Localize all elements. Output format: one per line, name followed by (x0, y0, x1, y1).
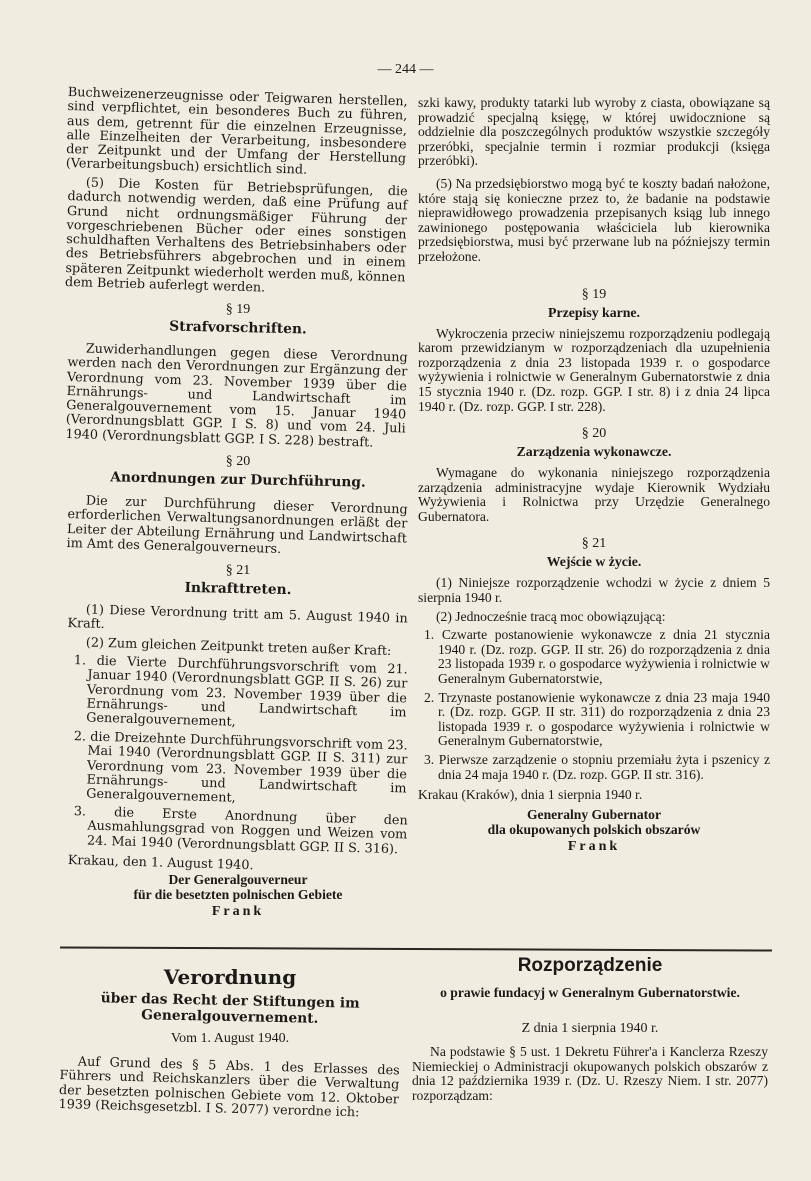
pl-signature-line-1: Generalny Gubernator (526, 806, 662, 822)
de-list-item-3: 3. die Erste Anordnung über den Ausmahlungsgrad von Roggen und Weizen vom 24. Mai 1940 (Verordnungsblatt GGP. II S. 316). (73, 804, 408, 858)
pl-heading-19: Przepisy karne. (548, 304, 640, 320)
de-section-21: § 21 (225, 563, 251, 579)
german-column-top (64, 85, 408, 920)
pl-ordinance-title: Rozporządzenie (517, 955, 663, 976)
polish-column-bottom (412, 955, 768, 1107)
de-section-19: § 19 (225, 302, 251, 318)
de-heading-20: Anordnungen zur Durchführung. (110, 469, 366, 491)
pl-heading-20: Zarządzenia wykonawcze. (516, 444, 672, 460)
pl-signature-line-2: dla okupowanych polskich obszarów (487, 821, 701, 837)
de-paragraph-21-1: (1) Diese Verordnung tritt am 5. August 1940 in Kraft. (67, 602, 408, 633)
de-paragraph-20: Die zur Durchführung dieser Verordnung erforderlichen Verwaltungsanordnungen erläßt der Leiter der Abteilung Ernährung und Landwirtschaft im Amt des Generalgouverneurs. (66, 493, 408, 558)
de-ordinance-preamble: Auf Grund des § 5 Abs. 1 des Erlasses des Führers und Reichskanzlers über die Verwaltung der besetzten polnischen Gebiete vom 12. Oktober 1939 (Reichsgesetzbl. I S. 2077) verordne ich: (58, 1054, 400, 1121)
de-signature-line-1: Der Generalgouverneur (168, 872, 308, 888)
pl-paragraph-20: Wymagane do wykonania niniejszego rozporządzenia zarządzenia administracyjne wydaje Kierownik Wydziału Wyżywienia i Rolnictwa przy Urzędzie Generalnego Gubernatora. (418, 465, 770, 524)
pl-paragraph-19: Wykroczenia przeciw niniejszemu rozporządzeniu podlegają karom przewidzianym w rozporządzeniach dla uzupełnienia rozporządzenia z dnia 23 listopada 1939 r. o gospodarce wyżywienia i rolnictwie w Generalnym Gubernatorstwie z dnia 15 stycznia 1940 r. (Dz. rozp. GGP. I str. 8) i z dnia 24 lipca 1940 r. (Dz. rozp. GGP. I str. 228). (418, 325, 770, 414)
pl-continued-paragraph: szki kawy, produkty tatarki lub wyroby z ciasta, obowiązane są prowadzić specjalną księgę, w której uwidocznione są oddzielnie dla poszczególnych produktów wszystkie szczegóły przeróbki, specjalnie termin i rozmiar produkcji (księga przeróbki). (418, 95, 770, 169)
de-list-item-1: 1. die Vierte Durchführungsvorschrift vom 21. Januar 1940 (Verordnungsblatt GGP. II S. 26) zur Verordnung vom 23. November 1939 über die Ernährungs- und Landwirtschaft im Generalgouvernement, (73, 653, 408, 731)
de-ordinance-subtitle: über das Recht der Stiftungen im Generalgouvernement. (100, 990, 360, 1027)
pl-ordinance-subtitle: o prawie fundacyj w Generalnym Gubernatorstwie. (440, 985, 740, 1000)
de-signature-line-2: für die besetzten polnischen Gebiete (133, 887, 343, 903)
de-continued-paragraph: Buchweizenerzeugnisse oder Teigwaren herstellen, sind verpflichtet, ein besonderes Buch zu führen, aus dem, getrennt für die einzelnen Erzeugnisse, alle Einzelheiten der Verarbeitung, insbesondere der Zeitpunkt und der Umfang der Herstellung (Verarbeitungsbuch) ersichtlich sind. (65, 85, 408, 179)
pl-section-19: § 19 (581, 286, 607, 302)
de-list-item-2: 2. die Dreizehnte Durchführungsvorschrift vom 23. Mai 1940 (Verordnungsblatt GGP. II S. 311) zur Verordnung vom 23. November 1939 über die Ernährungs- und Landwirtschaft im Generalgouvernement, (73, 728, 408, 806)
pl-list-item-2: 2. Trzynaste postanowienie wykonawcze z dnia 23 maja 1940 r. (Dz. rozp. GGP. II str. 311) do rozporządzenia z dnia 23 listopada 1939 r. o gospodarce wyżywienia i rolnictwie w Generalnym Gubernatorstwie, (424, 689, 770, 749)
pl-paragraph-21-1: (1) Niniejsze rozporządzenie wchodzi w życie z dniem 5 sierpnia 1940 r. (418, 575, 770, 606)
de-ordinance-date: Vom 1. August 1940. (170, 1031, 290, 1046)
de-place-date: Krakau, den 1. August 1940. (67, 853, 254, 874)
pl-signature-name: Frank (567, 838, 621, 854)
de-section-20: § 20 (225, 454, 251, 470)
pl-heading-21: Wejście w życie. (546, 554, 642, 570)
pl-list-item-3: 3. Pierwsze zarządzenie o stopniu przemiału żyta i pszenicy z dnia 24 maja 1940 r. (Dz. rozp. GGP. II str. 316). (424, 752, 770, 782)
pl-paragraph-5: (5) Na przedsiębiorstwo mogą być te koszty badań nałożone, które stają się konieczne przez to, że badanie na podstawie nieprawidłowego prowadzenia przepisanych ksiąg lub innego zawinionego postępowania właściciela lub kierownika przedsiębiorstwa, musi być przerwane lub na późniejszy termin przełożone. (418, 175, 770, 264)
pl-section-20: § 20 (581, 426, 607, 442)
section-divider (60, 946, 772, 951)
pl-ordinance-preamble: Na podstawie § 5 ust. 1 Dekretu Führer'a i Kanclerza Rzeszy Niemieckiej o Administracji okupowanych polskich obszarów z dnia 12 października 1939 r. (Dz. U. Rzeszy Niem. I str. 2077) rozporządzam: (412, 1044, 768, 1103)
pl-list-item-1: 1. Czwarte postanowienie wykonawcze z dnia 21 stycznia 1940 r. (Dz. rozp. GGP. II str. 26) do rozporządzenia z dnia 23 listopada 1939 r. o gospodarce wyżywienia i rolnictwie w Generalnym Gubernatorstwie, (424, 627, 770, 687)
german-column-bottom (58, 965, 400, 1121)
de-ordinance-title: Verordnung (163, 965, 297, 989)
de-heading-19: Strafvorschriften. (169, 318, 307, 338)
page-number: — 244 — (377, 62, 434, 77)
pl-place-date: Krakau (Kraków), dnia 1 sierpnia 1940 r. (418, 787, 643, 803)
pl-paragraph-21-2: (2) Jednocześnie tracą moc obowiązującą: (436, 608, 666, 624)
pl-ordinance-date: Z dnia 1 sierpnia 1940 r. (521, 1021, 659, 1036)
polish-column-top (418, 96, 770, 855)
de-paragraph-5: (5) Die Kosten für Betriebsprüfungen, die dadurch notwendig werden, daß eine Prüfung auf Grund nicht ordnungsmäßiger Führung der vorgeschriebenen Bücher oder eines sonstigen schuldhaften Verhaltens des Betriebsinhabers oder des Betriebsführers abgebrochen und in einem späteren Zeitpunkt wiederholt werden muß, können dem Betrieb auferlegt werden. (64, 175, 408, 296)
pl-section-21: § 21 (581, 536, 607, 552)
de-heading-21: Inkrafttreten. (184, 580, 292, 599)
de-paragraph-21-2: (2) Zum gleichen Zeitpunkt treten außer Kraft: (85, 635, 392, 660)
de-signature-name: Frank (211, 904, 265, 920)
de-paragraph-19: Zuwiderhandlungen gegen diese Verordnung werden nach den Verordnungen zur Ergänzung der Verordnung vom 23. November 1939 über die Ernährungs- und Landwirtschaft im Generalgouvernement vom 15. Januar 1940 (Verordnungsblatt GGP. I S. 8) und vom 24. Juli 1940 (Verordnungsblatt GGP. I S. 228) bestraft. (65, 341, 408, 451)
